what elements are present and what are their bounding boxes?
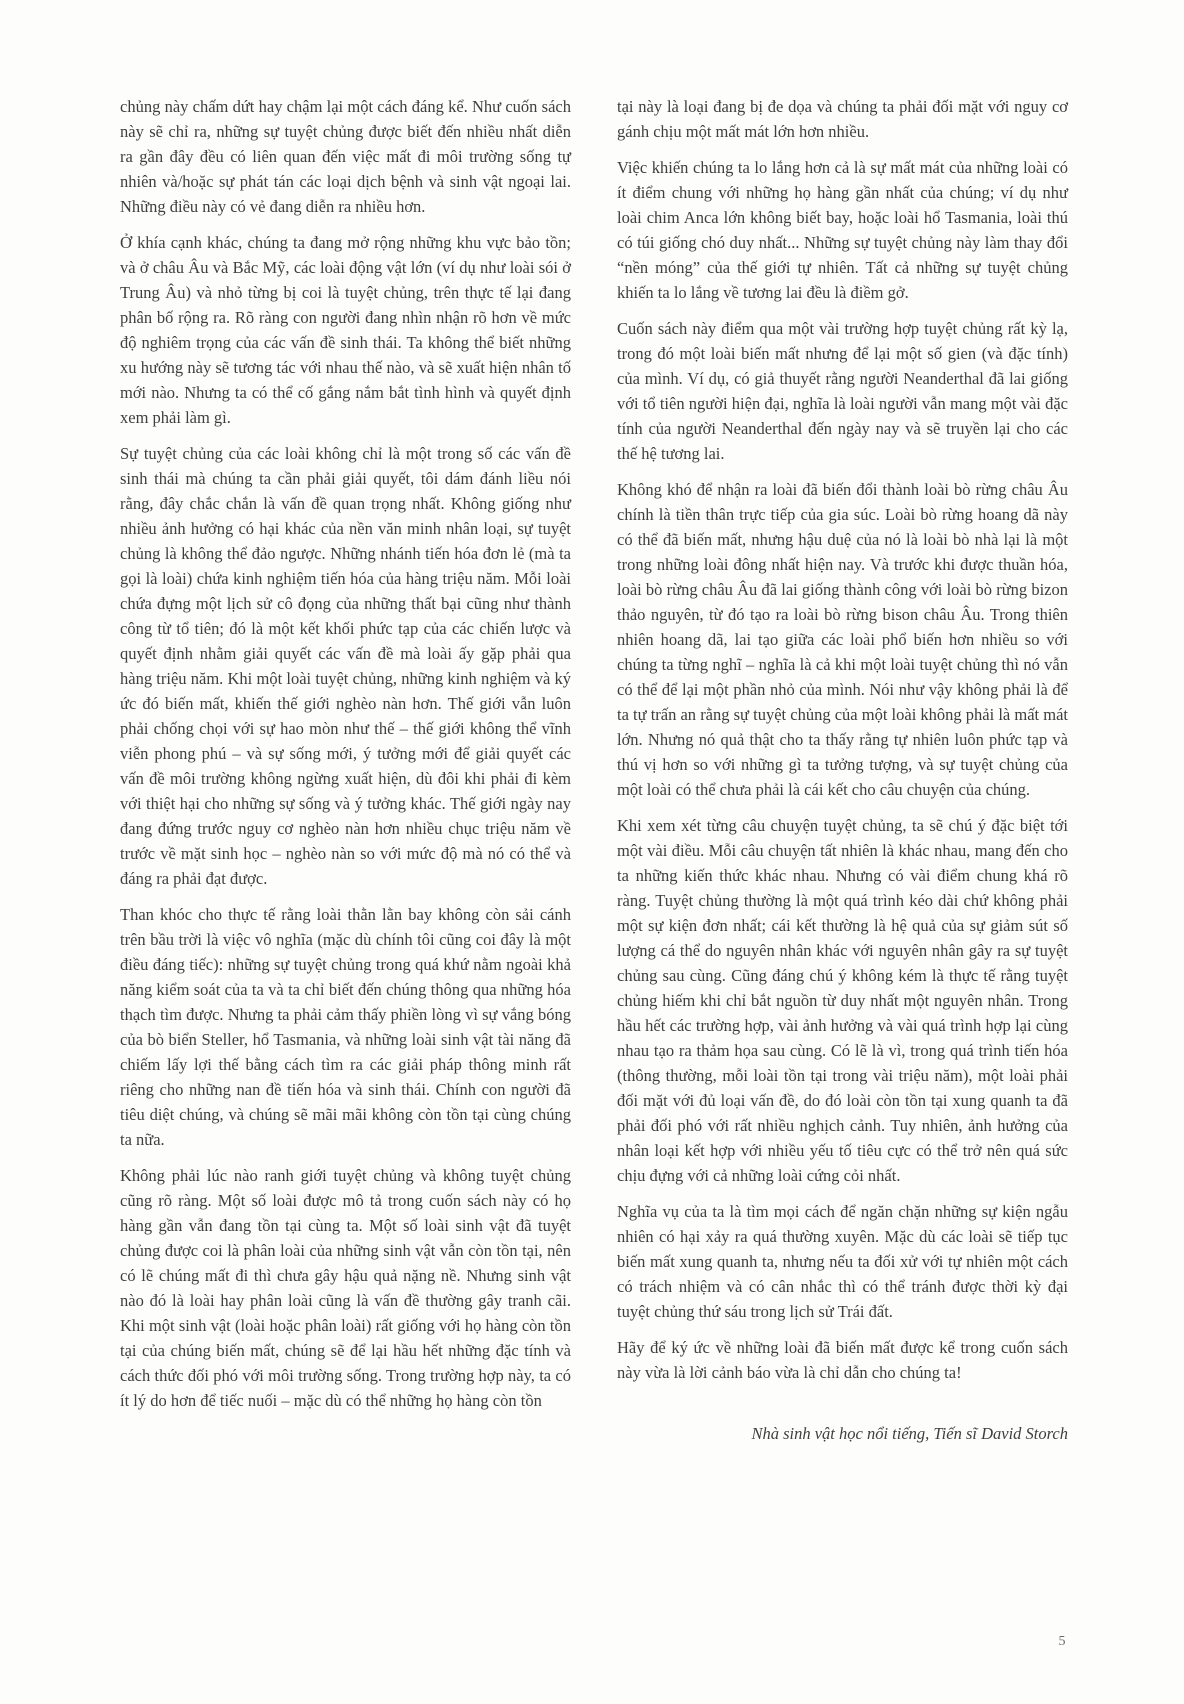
text-columns	[120, 94, 1068, 1446]
paragraph: Khi xem xét từng câu chuyện tuyệt chủng, ta sẽ chú ý đặc biệt tới một vài điều. Mỗi câu chuyện tất nhiên là khác nhau, mang đến cho ta những kiến thức khác nhau. Nhưng có vài điểm chung khá rõ ràng. Tuyệt chủng thường là một quá trình kéo dài chứ không phải một sự kiện đơn nhất; cái kết thường là hệ quả của sự giảm sút số lượng cá thể do nguyên nhân khác với nguyên nhân gây ra sự tuyệt chủng sau cùng. Cũng đáng chú ý không kém là thực tế rằng tuyệt chủng hiếm khi chỉ bắt nguồn từ duy nhất một nguyên nhân. Trong hầu hết các trường hợp, vài ảnh hưởng và vài quá trình hợp lại cùng nhau tạo ra thảm họa sau cùng. Có lẽ là vì, trong quá trình tiến hóa (thông thường, mỗi loài tồn tại trong vài triệu năm), một loài phải đối mặt với đủ loại vấn đề, do đó loài còn tồn tại xung quanh ta đã phải đối phó với rất nhiều nghịch cảnh. Tuy nhiên, ảnh hưởng của nhân loại kết hợp với nhiều yếu tố tiêu cực có thể trở nên quá sức chịu đựng với cả những loài cứng cỏi nhất.	[617, 816, 1068, 1185]
paragraph: Sự tuyệt chủng của các loài không chỉ là một trong số các vấn đề sinh thái mà chúng ta cần phải giải quyết, tôi dám đánh liều nói rằng, đây chắc chắn là vấn đề quan trọng nhất. Không giống như nhiều ảnh hưởng có hại khác của nền văn minh nhân loại, sự tuyệt chủng là không thể đảo ngược. Những nhánh tiến hóa đơn lẻ (mà ta gọi là loài) chứa kinh nghiệm tiến hóa của hàng triệu năm. Mỗi loài chứa đựng một lịch sử cô đọng của những thất bại cũng như thành công từ tổ tiên; đó là một kết khối phức tạp của các chiến lược và quyết định nhằm giải quyết các vấn đề mà loài ấy gặp phải qua hàng triệu năm. Khi một loài tuyệt chủng, những kinh nghiệm và ký ức đó biến mất, khiến thế giới nghèo nàn hơn. Thế giới vẫn luôn phải chống chọi với sự hao mòn như thế – thế giới không thể vĩnh viễn phong phú – và sự sống mới, ý tưởng mới để giải quyết các vấn đề môi trường không ngừng xuất hiện, dù đôi khi phải đi kèm với thiệt hại cho những sự sống và ý tưởng khác. Thế giới ngày nay đang đứng trước nguy cơ nghèo nàn hơn nhiều chục triệu năm về trước về mặt sinh học – nghèo nàn so với mức độ mà nó có thể và đáng ra phải đạt được.	[120, 444, 571, 888]
paragraph: chủng này chấm dứt hay chậm lại một cách đáng kể. Như cuốn sách này sẽ chỉ ra, những sự tuyệt chủng được biết đến nhiều nhất diễn ra gần đây đều có liên quan đến việc mất đi môi trường sống tự nhiên và/hoặc sự phát tán các loại dịch bệnh và sinh vật ngoại lai. Những điều này có vẻ đang diễn ra nhiều hơn.	[120, 97, 571, 216]
author-signature: Nhà sinh vật học nổi tiếng, Tiến sĩ David Storch	[751, 1424, 1068, 1443]
paragraph: tại này là loại đang bị đe dọa và chúng ta phải đối mặt với nguy cơ gánh chịu một mất mát lớn hơn nhiều.	[617, 97, 1068, 141]
paragraph: Hãy để ký ức về những loài đã biến mất được kể trong cuốn sách này vừa là lời cảnh báo vừa là chỉ dẫn cho chúng ta!	[617, 1338, 1068, 1382]
book-page	[120, 94, 1068, 1446]
paragraph: Không khó để nhận ra loài đã biến đổi thành loài bò rừng châu Âu chính là tiền thân trực tiếp của gia súc. Loài bò rừng hoang dã này có thể đã biến mất, nhưng hậu duệ của nó là loài bò nhà lại là một trong những loài đông nhất hiện nay. Và trước khi được thuần hóa, loài bò rừng châu Âu đã lai giống thành công với loài bò rừng bizon thảo nguyên, từ đó tạo ra loài bò rừng bison châu Âu. Trong thiên nhiên hoang dã, lai tạo giữa các loài phổ biến hơn nhiều so với chúng ta từng nghĩ – nghĩa là cả khi một loài tuyệt chủng thì nó vẫn có thể để lại một phần nhỏ của mình. Nói như vậy không phải là để ta tự trấn an rằng sự tuyệt chủng của một loài không phải là mất mát lớn. Nhưng nó quả thật cho ta thấy rằng tự nhiên luôn phức tạp và thú vị hơn so với những gì ta tưởng tượng, và sự tuyệt chủng của một loài có thể chưa phải là cái kết cho câu chuyện của chúng.	[617, 480, 1068, 799]
paragraph: Việc khiến chúng ta lo lắng hơn cả là sự mất mát của những loài có ít điểm chung với những họ hàng gần nhất của chúng; ví dụ như loài chim Anca lớn không biết bay, hoặc loài hổ Tasmania, loài thú có túi giống chó duy nhất... Những sự tuyệt chủng này làm thay đổi “nền móng” của thế giới tự nhiên. Tất cả những sự tuyệt chủng khiến ta lo lắng về tương lai đều là điềm gở.	[617, 158, 1068, 302]
right-column	[617, 94, 1068, 1446]
left-column	[120, 94, 571, 1446]
paragraph: Ở khía cạnh khác, chúng ta đang mở rộng những khu vực bảo tồn; và ở châu Âu và Bắc Mỹ, các loài động vật lớn (ví dụ như loài sói ở Trung Âu) và nhỏ từng bị coi là tuyệt chủng, trên thực tế lại đang phân bố rộng ra. Rõ ràng con người đang nhìn nhận rõ hơn về mức độ nghiêm trọng của các vấn đề sinh thái. Ta không thể biết những xu hướng này sẽ tương tác với nhau thế nào, và sẽ xuất hiện nhân tố mới nào. Nhưng ta có thể cố gắng nắm bắt tình hình và quyết định xem phải làm gì.	[120, 233, 571, 427]
paragraph: Không phải lúc nào ranh giới tuyệt chủng và không tuyệt chủng cũng rõ ràng. Một số loài được mô tả trong cuốn sách này có họ hàng gần vẫn đang tồn tại cùng ta. Một số loài sinh vật đã tuyệt chủng được coi là phân loài của những sinh vật vẫn còn tồn tại, nên có lẽ chúng mất đi thì chưa gây hậu quả nặng nề. Nhưng sinh vật nào đó là loài hay phân loài cũng là vấn đề thường gây tranh cãi. Khi một sinh vật (loài hoặc phân loài) rất giống với họ hàng còn tồn tại của chúng biến mất, chúng sẽ để lại hầu hết những đặc tính và cách thức đối phó với môi trường sống. Trong trường hợp này, ta có ít lý do hơn để tiếc nuối – mặc dù có thể những họ hàng còn tồn	[120, 1166, 571, 1410]
paragraph: Cuốn sách này điểm qua một vài trường hợp tuyệt chủng rất kỳ lạ, trong đó một loài biến mất nhưng để lại một số gien (và đặc tính) của mình. Ví dụ, có giả thuyết rằng người Neanderthal đã lai giống với tổ tiên người hiện đại, nghĩa là loài người vẫn mang một vài đặc tính của người Neanderthal đến ngày nay và sẽ truyền lại cho các thế hệ tương lai.	[617, 319, 1068, 463]
right-column-paragraphs	[617, 94, 1068, 1385]
page-number: 5	[1058, 1634, 1066, 1649]
paragraph: Than khóc cho thực tế rằng loài thằn lằn bay không còn sải cánh trên bầu trời là việc vô nghĩa (mặc dù chính tôi cũng coi đây là một điều đáng tiếc): những sự tuyệt chủng trong quá khứ nằm ngoài khả năng kiểm soát của ta và ta chỉ biết đến chúng thông qua những hóa thạch tìm được. Nhưng ta phải cảm thấy phiền lòng vì sự vắng bóng của bò biển Steller, hổ Tasmania, và những loài sinh vật tài năng đã chiếm lấy lợi thế bằng cách tìm ra các giải pháp thông minh rất riêng cho những nan đề tiến hóa và sinh thái. Chính con người đã tiêu diệt chúng, và chúng sẽ mãi mãi không còn tồn tại cùng chúng ta nữa.	[120, 905, 571, 1149]
paragraph: Nghĩa vụ của ta là tìm mọi cách để ngăn chặn những sự kiện ngẫu nhiên có hại xảy ra quá thường xuyên. Mặc dù các loài sẽ tiếp tục biến mất xung quanh ta, nhưng nếu ta đối xử với tự nhiên một cách có trách nhiệm và có cân nhắc thì có thể tránh được thời kỳ đại tuyệt chủng thứ sáu trong lịch sử Trái đất.	[617, 1202, 1068, 1321]
